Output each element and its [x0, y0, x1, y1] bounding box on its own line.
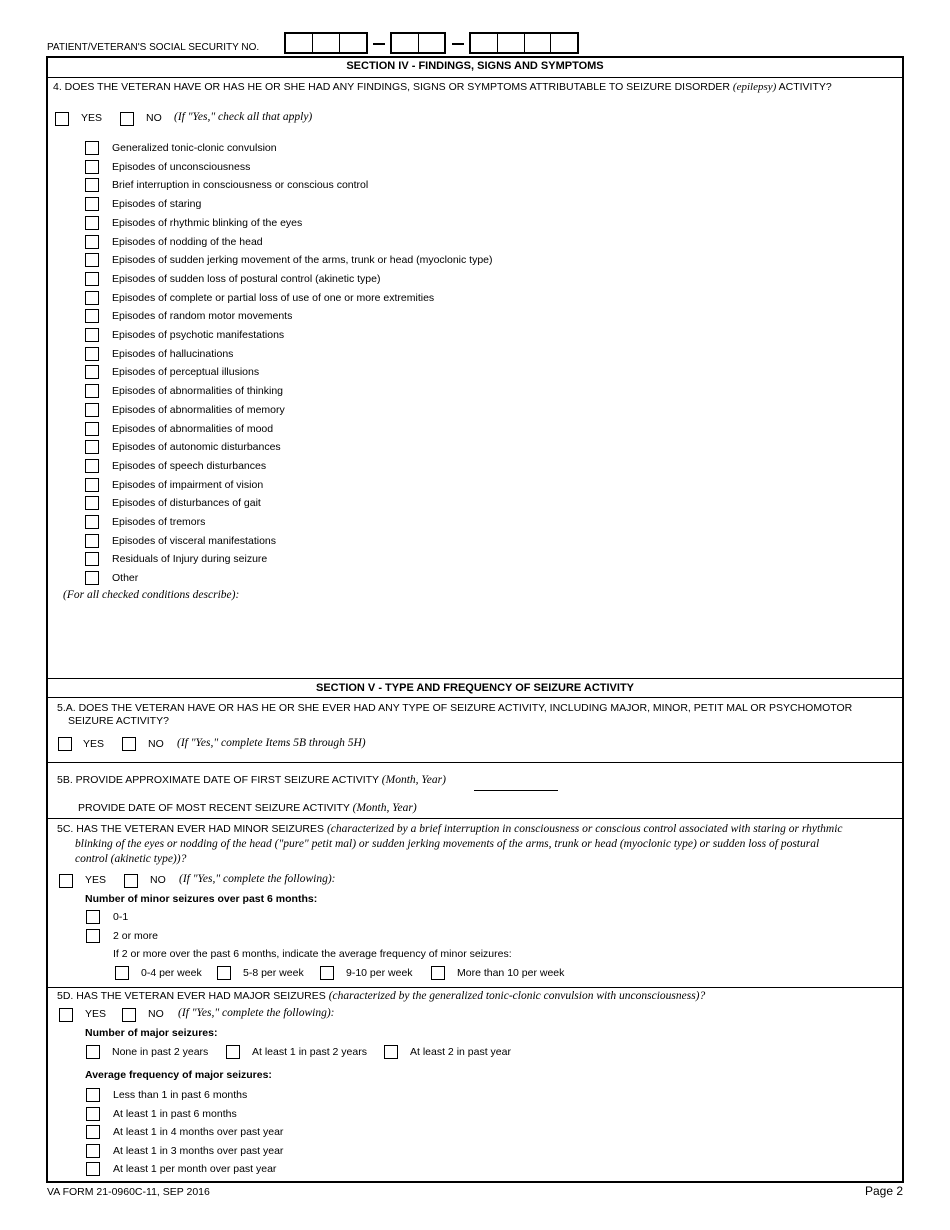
symptom-option-label: Episodes of nodding of the head	[112, 235, 263, 248]
symptom-option-label: Episodes of disturbances of gait	[112, 497, 261, 510]
symptom-option-checkbox[interactable]	[85, 534, 99, 548]
q5d-main: 5D. HAS THE VETERAN EVER HAD MAJOR SEIZURES	[57, 990, 326, 1002]
q4-instruction: (If "Yes," check all that apply)	[174, 111, 313, 123]
major-frequency-option-checkbox[interactable]	[86, 1162, 100, 1176]
symptom-option-checkbox[interactable]	[85, 216, 99, 230]
symptom-option-checkbox[interactable]	[85, 422, 99, 436]
symptom-option-label: Episodes of abnormalities of thinking	[112, 385, 284, 398]
q5d-no-label: NO	[148, 1008, 164, 1020]
symptom-option-label: Episodes of unconsciousness	[112, 160, 251, 173]
major-count-option-checkbox[interactable]	[384, 1045, 398, 1059]
symptom-option-checkbox[interactable]	[85, 496, 99, 510]
divider	[47, 818, 903, 819]
q5b-first-label: 5B. PROVIDE APPROXIMATE DATE OF FIRST SEIZURE ACTIVITY	[57, 774, 379, 786]
symptom-option-checkbox[interactable]	[85, 197, 99, 211]
symptom-option-label: Other	[112, 572, 139, 585]
q5c-freq-label: If 2 or more over the past 6 months, indicate the average frequency of minor seizures:	[113, 948, 512, 960]
ssn-field-part1[interactable]	[284, 32, 368, 54]
symptom-option-label: Episodes of sudden loss of postural control (akinetic type)	[112, 272, 381, 285]
q5c-count-label: Number of minor seizures over past 6 months:	[85, 893, 318, 905]
symptom-option-label: Episodes of abnormalities of mood	[112, 422, 274, 435]
q5c-italic3: control (akinetic type))?	[75, 853, 187, 865]
major-frequency-option-checkbox[interactable]	[86, 1125, 100, 1139]
major-frequency-option-label: At least 1 in 4 months over past year	[113, 1126, 284, 1138]
q5c-main: 5C. HAS THE VETERAN EVER HAD MINOR SEIZURES	[57, 823, 325, 835]
ssn-dash	[373, 43, 385, 45]
q5a-yes-label: YES	[83, 738, 105, 750]
q5c-no-label: NO	[150, 874, 166, 886]
minor-count-option-checkbox[interactable]	[86, 929, 100, 943]
q4-no-label: NO	[146, 112, 162, 124]
q5c-italic1: (characterized by a brief interruption in consciousness or conscious control associated with staring or rhythmic	[326, 823, 843, 835]
question-4-italic: (epilepsy)	[732, 81, 777, 93]
symptom-option-checkbox[interactable]	[85, 347, 99, 361]
ssn-field-part3[interactable]	[469, 32, 579, 54]
minor-count-option-label: 2 or more	[113, 930, 158, 942]
q5a-yes-checkbox[interactable]	[58, 737, 72, 751]
q5c-yes-label: YES	[85, 874, 107, 886]
symptom-option-checkbox[interactable]	[85, 515, 99, 529]
major-count-option-label: At least 1 in past 2 years	[252, 1046, 367, 1058]
major-frequency-option-label: At least 1 in past 6 months	[113, 1107, 237, 1120]
question-4-text: 4. DOES THE VETERAN HAVE OR HAS HE OR SHE HAD ANY FINDINGS, SIGNS OR SYMPTOMS ATTRIBUTABLE TO SEIZURE DISORDER	[53, 81, 730, 93]
q5c-line1	[57, 823, 843, 835]
symptom-option-checkbox[interactable]	[85, 328, 99, 342]
major-count-option-checkbox[interactable]	[226, 1045, 240, 1059]
symptom-option-label: Episodes of autonomic disturbances	[112, 441, 281, 454]
symptom-option-checkbox[interactable]	[85, 365, 99, 379]
q5d-yes-checkbox[interactable]	[59, 1008, 73, 1022]
symptom-option-label: Episodes of tremors	[112, 516, 206, 528]
symptom-option-checkbox[interactable]	[85, 552, 99, 566]
q5a-instruction: (If "Yes," complete Items 5B through 5H)	[177, 737, 366, 749]
major-frequency-option-checkbox[interactable]	[86, 1107, 100, 1121]
q5a-no-label: NO	[148, 738, 164, 750]
symptom-option-label: Episodes of impairment of vision	[112, 478, 264, 491]
q5a-line2: SEIZURE ACTIVITY?	[68, 715, 169, 727]
major-frequency-option-label: Less than 1 in past 6 months	[113, 1089, 248, 1101]
symptom-option-label: Residuals of Injury during seizure	[112, 553, 268, 566]
q5d-no-checkbox[interactable]	[122, 1008, 136, 1022]
symptom-option-checkbox[interactable]	[85, 478, 99, 492]
symptom-option-checkbox[interactable]	[85, 253, 99, 267]
symptom-option-checkbox[interactable]	[85, 235, 99, 249]
q5b-recent-italic: (Month, Year)	[352, 802, 417, 814]
q5d-yes-label: YES	[85, 1008, 107, 1020]
q5c-no-checkbox[interactable]	[124, 874, 138, 888]
symptom-option-label: Episodes of speech disturbances	[112, 459, 267, 472]
minor-frequency-option-checkbox[interactable]	[431, 966, 445, 980]
q5d-italic: (characterized by the generalized tonic-clonic convulsion with unconsciousness)?	[328, 990, 706, 1002]
major-frequency-option-label: At least 1 in 3 months over past year	[113, 1144, 284, 1157]
symptom-option-label: Episodes of sudden jerking movement of the arms, trunk or head (myoclonic type)	[112, 254, 493, 267]
minor-frequency-option-checkbox[interactable]	[320, 966, 334, 980]
symptom-option-checkbox[interactable]	[85, 384, 99, 398]
symptom-option-checkbox[interactable]	[85, 440, 99, 454]
major-count-option-checkbox[interactable]	[86, 1045, 100, 1059]
q5b-recent-date	[78, 802, 417, 814]
question-4	[53, 81, 832, 93]
q5a-no-checkbox[interactable]	[122, 737, 136, 751]
minor-count-option-checkbox[interactable]	[86, 910, 100, 924]
minor-frequency-option-label: 0-4 per week	[141, 967, 202, 979]
q5d-instruction: (If "Yes," complete the following):	[178, 1007, 335, 1019]
q5b-recent-label: PROVIDE DATE OF MOST RECENT SEIZURE ACTIVITY	[78, 802, 350, 814]
q5a-line1: 5.A. DOES THE VETERAN HAVE OR HAS HE OR SHE EVER HAD ANY TYPE OF SEIZURE ACTIVITY, INCLUDING MAJOR, MINOR, PETIT MAL OR PSYCHOMOTOR	[57, 702, 853, 714]
minor-count-option-label: 0-1	[113, 911, 129, 923]
divider	[47, 987, 903, 988]
form-id: VA FORM 21-0960C-11, SEP 2016	[47, 1186, 210, 1198]
symptom-option-label: Episodes of perceptual illusions	[112, 366, 260, 379]
major-count-option-label: None in past 2 years	[112, 1046, 209, 1058]
q5c-italic2: blinking of the eyes or nodding of the head ("pure" petit mal) or sudden jerking movements of the arms, trunk or head (myoclonic type) or sudden loss of postural	[75, 838, 820, 850]
symptom-option-label: Episodes of abnormalities of memory	[112, 403, 285, 416]
divider	[47, 77, 903, 78]
symptom-option-label: Episodes of psychotic manifestations	[112, 329, 285, 341]
question-4-end: ACTIVITY?	[778, 81, 832, 93]
symptom-option-label: Generalized tonic-clonic convulsion	[112, 142, 277, 154]
symptom-option-label: Episodes of hallucinations	[112, 347, 234, 360]
q5d-line	[57, 990, 705, 1002]
minor-frequency-option-checkbox[interactable]	[115, 966, 129, 980]
symptom-option-label: Episodes of visceral manifestations	[112, 534, 276, 547]
symptom-option-checkbox[interactable]	[85, 160, 99, 174]
q5c-yes-checkbox[interactable]	[59, 874, 73, 888]
symptom-option-checkbox[interactable]	[85, 459, 99, 473]
divider	[47, 762, 903, 763]
q5b-first-italic: (Month, Year)	[381, 774, 446, 786]
symptom-option-checkbox[interactable]	[85, 178, 99, 192]
symptom-option-checkbox[interactable]	[85, 141, 99, 155]
section-5-title: SECTION V - TYPE AND FREQUENCY OF SEIZURE ACTIVITY	[315, 682, 634, 694]
symptom-option-checkbox[interactable]	[85, 403, 99, 417]
page-number: Page 2	[865, 1184, 904, 1198]
minor-frequency-option-label: 9-10 per week	[346, 967, 413, 979]
symptom-option-label: Episodes of staring	[112, 198, 202, 211]
minor-frequency-option-label: 5-8 per week	[243, 967, 304, 979]
major-frequency-option-checkbox[interactable]	[86, 1088, 100, 1102]
minor-frequency-option-label: More than 10 per week	[457, 967, 565, 979]
minor-frequency-option-checkbox[interactable]	[217, 966, 231, 980]
major-count-option-label: At least 2 in past year	[410, 1046, 511, 1058]
section-4-title: SECTION IV - FINDINGS, SIGNS AND SYMPTOMS	[346, 60, 604, 72]
divider	[47, 678, 903, 679]
symptom-option-label: Episodes of random motor movements	[112, 310, 293, 323]
q4-no-checkbox[interactable]	[120, 112, 134, 126]
q4-yes-checkbox[interactable]	[55, 112, 69, 126]
major-frequency-option-checkbox[interactable]	[86, 1144, 100, 1158]
q5d-freq-label: Average frequency of major seizures:	[85, 1069, 272, 1081]
symptom-option-checkbox[interactable]	[85, 291, 99, 305]
symptom-option-label: Episodes of rhythmic blinking of the eyes	[112, 216, 303, 229]
q5c-instruction: (If "Yes," complete the following):	[179, 873, 336, 885]
q4-yes-label: YES	[81, 112, 103, 124]
symptom-option-checkbox[interactable]	[85, 272, 99, 286]
describe-label: (For all checked conditions describe):	[63, 589, 240, 601]
symptom-option-checkbox[interactable]	[85, 309, 99, 323]
ssn-dash	[452, 43, 464, 45]
first-seizure-date-input[interactable]	[474, 790, 558, 791]
symptom-option-label: Brief interruption in consciousness or conscious control	[112, 179, 369, 192]
divider	[47, 697, 903, 698]
q5b-first-date	[57, 774, 446, 786]
q5d-count-label: Number of major seizures:	[85, 1027, 218, 1039]
major-frequency-option-label: At least 1 per month over past year	[113, 1163, 277, 1175]
ssn-label: PATIENT/VETERAN'S SOCIAL SECURITY NO.	[47, 42, 260, 53]
ssn-field-part2[interactable]	[390, 32, 446, 54]
symptom-option-checkbox[interactable]	[85, 571, 99, 585]
symptom-option-label: Episodes of complete or partial loss of use of one or more extremities	[112, 291, 435, 304]
